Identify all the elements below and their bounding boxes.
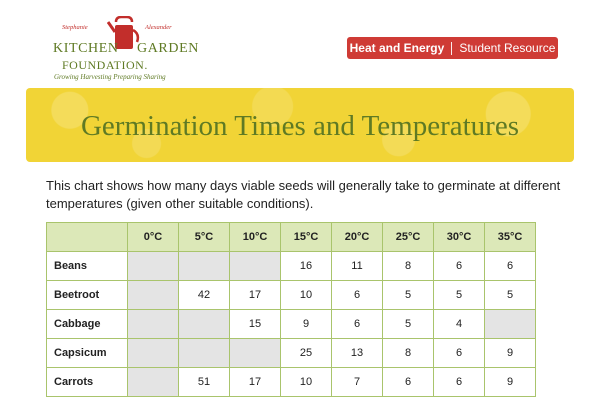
table-cell: 17: [230, 281, 281, 310]
table-cell: 4: [434, 310, 485, 339]
page-title: Germination Times and Temperatures: [80, 110, 519, 142]
table-cell: 9: [281, 310, 332, 339]
empty-cell: [179, 339, 230, 368]
column-header: 10°C: [230, 223, 281, 252]
logo-word-garden: GARDEN: [137, 41, 199, 56]
table-cell: 8: [383, 339, 434, 368]
row-label: Beans: [47, 252, 128, 281]
table-cell: 11: [332, 252, 383, 281]
resource-badge: [347, 37, 558, 59]
empty-cell: [485, 310, 536, 339]
table-cell: 5: [383, 281, 434, 310]
table-cell: 6: [434, 368, 485, 397]
table-cell: 6: [434, 252, 485, 281]
table-cell: 9: [485, 339, 536, 368]
table-cell: 25: [281, 339, 332, 368]
table-cell: 9: [485, 368, 536, 397]
empty-cell: [179, 310, 230, 339]
row-label: Cabbage: [47, 310, 128, 339]
table-cell: 17: [230, 368, 281, 397]
empty-cell: [128, 310, 179, 339]
table-row: [47, 368, 536, 397]
table-cell: 6: [332, 310, 383, 339]
column-header: 25°C: [383, 223, 434, 252]
table-cell: 6: [434, 339, 485, 368]
table-cell: 42: [179, 281, 230, 310]
table-cell: 10: [281, 368, 332, 397]
table-row: [47, 252, 536, 281]
empty-cell: [128, 368, 179, 397]
table-row: [47, 339, 536, 368]
intro-paragraph: This chart shows how many days viable seeds will generally take to germinate at different temperatures (given other suitable conditions).: [46, 178, 561, 211]
row-label: Capsicum: [47, 339, 128, 368]
title-banner: [26, 88, 574, 162]
foundation-logo: [52, 14, 204, 82]
logo-word-foundation: FOUNDATION.: [62, 58, 148, 72]
table-cell: 6: [383, 368, 434, 397]
table-cell: 7: [332, 368, 383, 397]
empty-cell: [128, 339, 179, 368]
logo-last-name: Alexander: [145, 24, 172, 31]
table-header-row: [47, 223, 536, 252]
table-cell: 15: [230, 310, 281, 339]
column-header: 5°C: [179, 223, 230, 252]
column-header: 15°C: [281, 223, 332, 252]
table-cell: 5: [434, 281, 485, 310]
logo-word-kitchen: KITCHEN: [53, 41, 119, 56]
table-row: [47, 310, 536, 339]
badge-separator: [451, 42, 452, 55]
table-corner-cell: [47, 223, 128, 252]
badge-topic: Heat and Energy: [349, 41, 445, 55]
empty-cell: [230, 252, 281, 281]
table-cell: 6: [485, 252, 536, 281]
empty-cell: [230, 339, 281, 368]
badge-resource: Student Resource: [459, 41, 556, 55]
row-label: Beetroot: [47, 281, 128, 310]
column-header: 35°C: [485, 223, 536, 252]
germination-table: [46, 222, 536, 397]
column-header: 20°C: [332, 223, 383, 252]
logo-first-name: Stephanie: [62, 24, 88, 31]
table-cell: 5: [383, 310, 434, 339]
table-cell: 10: [281, 281, 332, 310]
empty-cell: [179, 252, 230, 281]
table-cell: 8: [383, 252, 434, 281]
row-label: Carrots: [47, 368, 128, 397]
empty-cell: [128, 252, 179, 281]
column-header: 0°C: [128, 223, 179, 252]
column-header: 30°C: [434, 223, 485, 252]
logo-tagline: Growing Harvesting Preparing Sharing: [54, 73, 166, 81]
table-cell: 51: [179, 368, 230, 397]
empty-cell: [128, 281, 179, 310]
table-row: [47, 281, 536, 310]
table-cell: 6: [332, 281, 383, 310]
table-cell: 5: [485, 281, 536, 310]
table-cell: 13: [332, 339, 383, 368]
table-cell: 16: [281, 252, 332, 281]
